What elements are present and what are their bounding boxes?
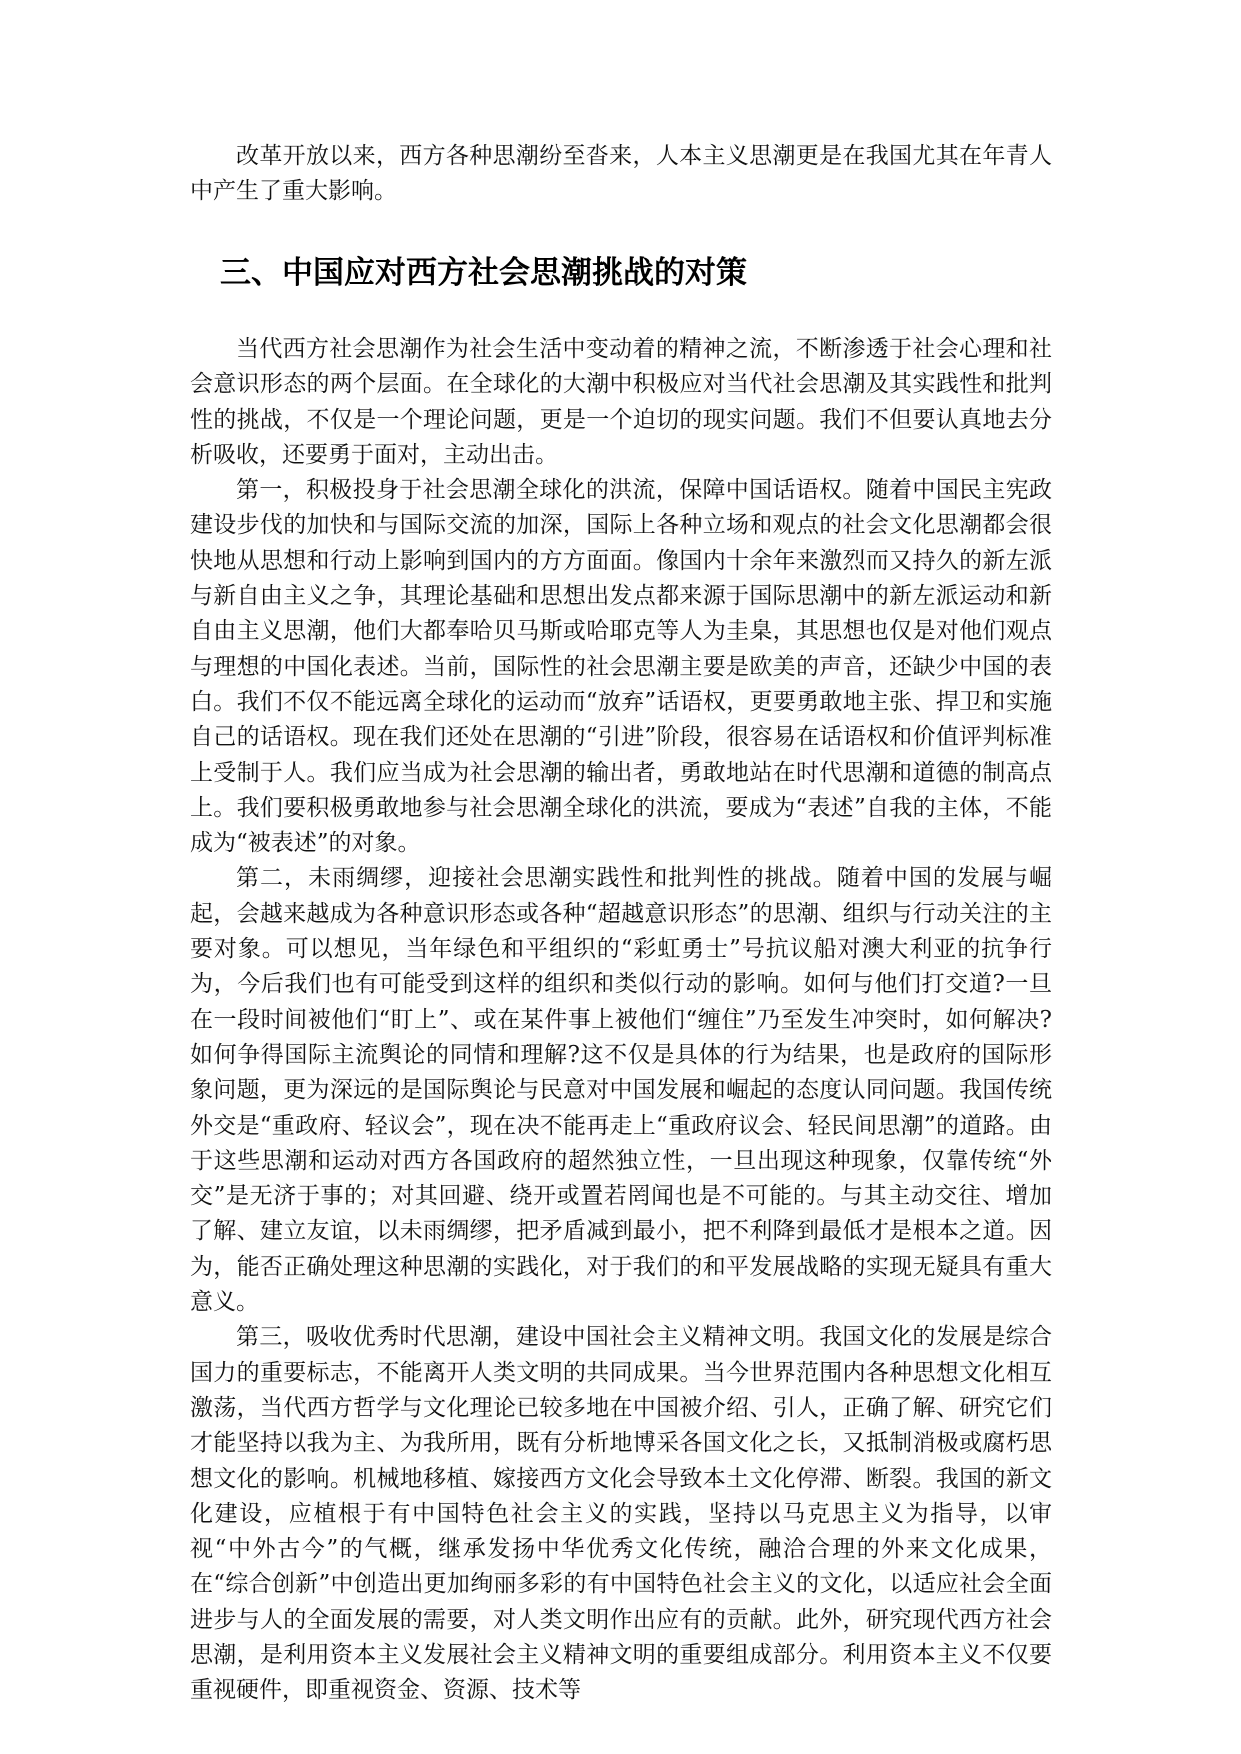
intro-paragraph: 改革开放以来，西方各种思潮纷至沓来，人本主义思潮更是在我国尤其在年青人中产生了重大影响。 <box>190 143 1052 205</box>
paragraph-second-point: 第二，未雨绸缪，迎接社会思潮实践性和批判性的挑战。随着中国的发展与崛起，会越来越成为各种意识形态或各种“超越意识形态”的思潮、组织与行动关注的主要对象。可以想见，当年绿色和平组织的“彩虹勇士”号抗议船对澳大利亚的抗争行为，今后我们也有可能受到这样的组织和类似行动的影响。如何与他们打交道?一旦在一段时间被他们“盯上”、或在某件事上被他们“缠住”乃至发生冲突时，如何解决?如何争得国际主流舆论的同情和理解?这不仅是具体的行为结果，也是政府的国际形象问题，更为深远的是国际舆论与民意对中国发展和崛起的态度认同问题。我国传统外交是“重政府、轻议会”，现在决不能再走上“重政府议会、轻民间思潮”的道路。由于这些思潮和运动对西方各国政府的超然独立性，一旦出现这种现象，仅靠传统“外交”是无济于事的；对其回避、绕开或置若罔闻也是不可能的。与其主动交往、增加了解、建立友谊，以未雨绸缪，把矛盾减到最小，把不利降到最低才是根本之道。因为，能否正确处理这种思潮的实践化，对于我们的和平发展战略的实现无疑具有重大意义。 <box>190 865 1052 1316</box>
section-body <box>190 332 1052 1709</box>
intro-block <box>190 139 1052 210</box>
section-heading: 三、中国应对西方社会思潮挑战的对策 <box>220 255 747 291</box>
paragraph-intro: 当代西方社会思潮作为社会生活中变动着的精神之流，不断渗透于社会心理和社会意识形态的两个层面。在全球化的大潮中积极应对当代社会思潮及其实践性和批判性的挑战，不仅是一个理论问题，更是一个迫切的现实问题。我们不但要认真地去分析吸收，还要勇于面对，主动出击。 <box>190 336 1052 468</box>
paragraph-first-point: 第一，积极投身于社会思潮全球化的洪流，保障中国话语权。随着中国民主宪政建设步伐的加快和与国际交流的加深，国际上各种立场和观点的社会文化思潮都会很快地从思想和行动上影响到国内的方方面面。像国内十余年来激烈而又持久的新左派与新自由主义之争，其理论基础和思想出发点都来源于国际思潮中的新左派运动和新自由主义思潮，他们大都奉哈贝马斯或哈耶克等人为圭臬，其思想也仅是对他们观点与理想的中国化表述。当前，国际性的社会思潮主要是欧美的声音，还缺少中国的表白。我们不仅不能远离全球化的运动而“放弃”话语权，更要勇敢地主张、捍卫和实施自己的话语权。现在我们还处在思潮的“引进”阶段，很容易在话语权和价值评判标准上受制于人。我们应当成为社会思潮的输出者，勇敢地站在时代思潮和道德的制高点上。我们要积极勇敢地参与社会思潮全球化的洪流，要成为“表述”自我的主体，不能成为“被表述”的对象。 <box>190 477 1052 857</box>
paragraph-third-point: 第三，吸收优秀时代思潮，建设中国社会主义精神文明。我国文化的发展是综合国力的重要标志，不能离开人类文明的共同成果。当今世界范围内各种思想文化相互激荡，当代西方哲学与文化理论已较多地在中国被介绍、引人，正确了解、研究它们才能坚持以我为主、为我所用，既有分析地博采各国文化之长，又抵制消极或腐朽思想文化的影响。机械地移植、嫁接西方文化会导致本土文化停滞、断裂。我国的新文化建设，应植根于有中国特色社会主义的实践，坚持以马克思主义为指导，以审视“中外古今”的气概，继承发扬中华优秀文化传统，融洽合理的外来文化成果，在“综合创新”中创造出更加绚丽多彩的有中国特色社会主义的文化，以适应社会全面进步与人的全面发展的需要，对人类文明作出应有的贡献。此外，研究现代西方社会思潮，是利用资本主义发展社会主义精神文明的重要组成部分。利用资本主义不仅要重视硬件，即重视资金、资源、技术等 <box>190 1324 1052 1704</box>
